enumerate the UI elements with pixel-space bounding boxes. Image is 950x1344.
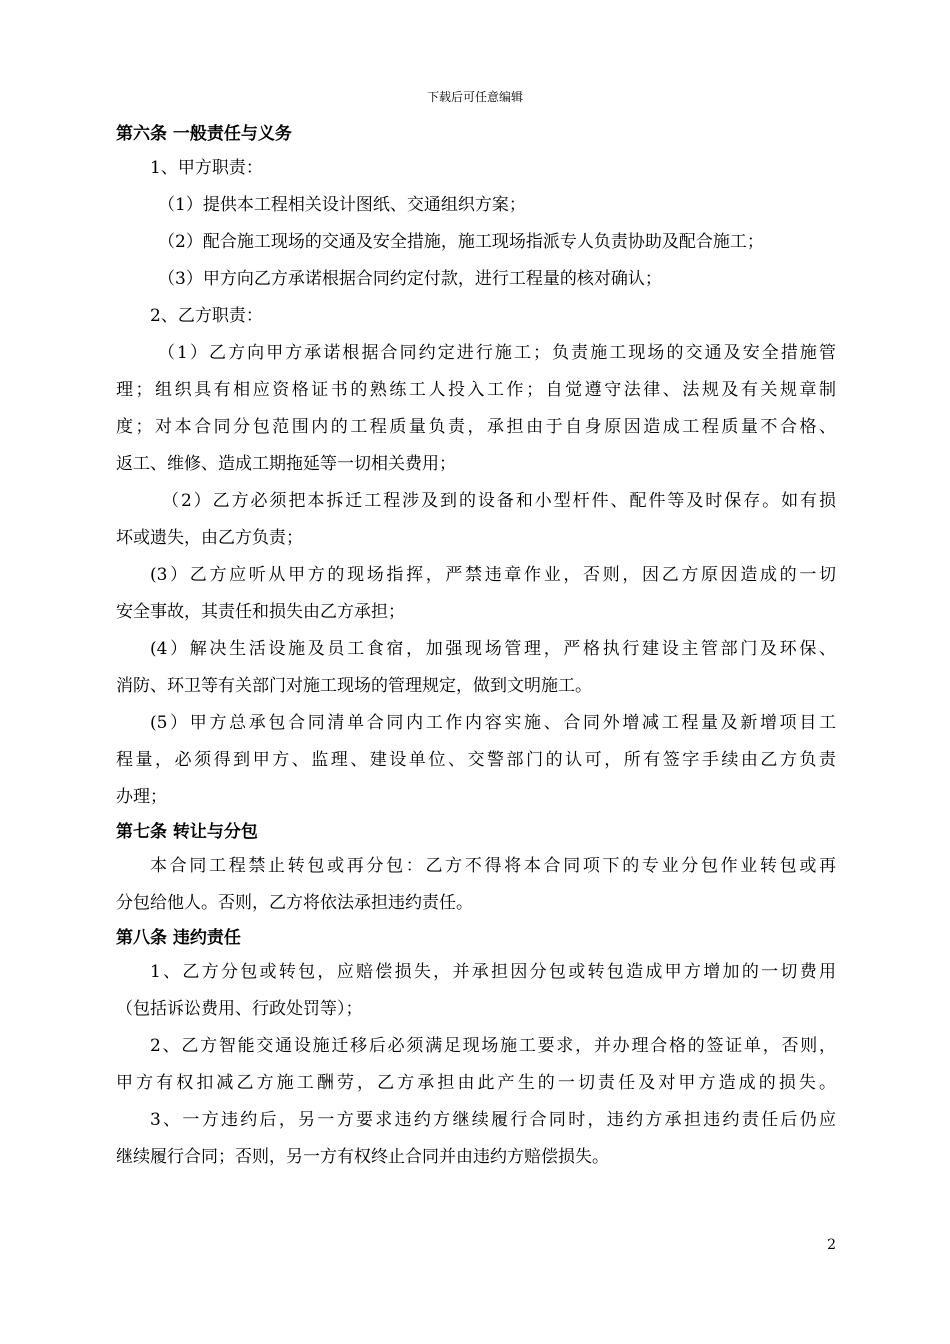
paragraph-line: 返工、维修、造成工期拖延等一切相关费用； — [116, 454, 456, 474]
paragraph-line: （2）配合施工现场的交通及安全措施，施工现场指派专人负责协助及配合施工； — [158, 232, 764, 252]
paragraph-line: (5）甲方总承包合同清单合同内工作内容实施、合同外增减工程量及新增项目工 — [150, 713, 836, 733]
page-number: 2 — [827, 1237, 836, 1253]
paragraph-line: 2、乙方职责： — [150, 306, 263, 326]
paragraph-line: 办理； — [116, 787, 167, 807]
paragraph-line: 2、乙方智能交通设施迁移后必须满足现场施工要求，并办理合格的签证单，否则， — [150, 1036, 836, 1056]
paragraph-line: 坏或遗失，由乙方负责； — [116, 528, 303, 548]
paragraph-line: 1、乙方分包或转包，应赔偿损失，并承担因分包或转包造成甲方增加的一切费用 — [150, 962, 836, 982]
paragraph-line: 继续履行合同；否则，另一方有权终止合同并由违约方赔偿损失。 — [116, 1147, 609, 1167]
header-note: 下载后可任意编辑 — [426, 90, 523, 104]
paragraph-line: （包括诉讼费用、行政处罚等）； — [116, 999, 363, 1019]
paragraph-line: （3）甲方向乙方承诺根据合同约定付款，进行工程量的核对确认； — [158, 269, 662, 289]
paragraph-line: 理；组织具有相应资格证书的熟练工人投入工作；自觉遵守法律、法规及有关规章制 — [116, 380, 836, 400]
paragraph-line: 甲方有权扣减乙方施工酬劳，乙方承担由此产生的一切责任及对甲方造成的损失。 — [116, 1073, 836, 1093]
paragraph-line: （1）乙方向甲方承诺根据合同约定进行施工；负责施工现场的交通及安全措施管 — [158, 343, 836, 363]
paragraph-line: (4）解决生活设施及员工食宿，加强现场管理，严格执行建设主管部门及环保、 — [150, 639, 836, 659]
document-body — [116, 118, 836, 1176]
paragraph-line: （2）乙方必须把本拆迁工程涉及到的设备和小型杆件、配件等及时保存。如有损 — [162, 491, 836, 511]
paragraph-line: (3）乙方应听从甲方的现场指挥，严禁违章作业，否则，因乙方原因造成的一切 — [150, 565, 836, 585]
section-heading-7: 第七条 转让与分包 — [116, 822, 258, 842]
paragraph-line: 安全事故，其责任和损失由乙方承担； — [116, 602, 405, 622]
paragraph-line: 本合同工程禁止转包或再分包：乙方不得将本合同项下的专业分包作业转包或再 — [150, 856, 836, 876]
paragraph-line: （1）提供本工程相关设计图纸、交通组织方案； — [158, 195, 526, 215]
section-heading-6: 第六条 一般责任与义务 — [116, 124, 292, 144]
section-heading-8: 第八条 违约责任 — [116, 928, 241, 948]
paragraph-line: 3、一方违约后，另一方要求违约方继续履行合同时，违约方承担违约责任后仍应 — [150, 1110, 836, 1130]
paragraph-line: 度；对本合同分包范围内的工程质量负责，承担由于自身原因造成工程质量不合格、 — [116, 417, 836, 437]
paragraph-line: 1、甲方职责： — [150, 158, 263, 178]
paragraph-line: 程量，必须得到甲方、监理、建设单位、交警部门的认可，所有签字手续由乙方负责 — [116, 750, 836, 770]
paragraph-line: 分包给他人。否则，乙方将依法承担违约责任。 — [116, 893, 473, 913]
paragraph-line: 消防、环卫等有关部门对施工现场的管理规定，做到文明施工。 — [116, 676, 592, 696]
